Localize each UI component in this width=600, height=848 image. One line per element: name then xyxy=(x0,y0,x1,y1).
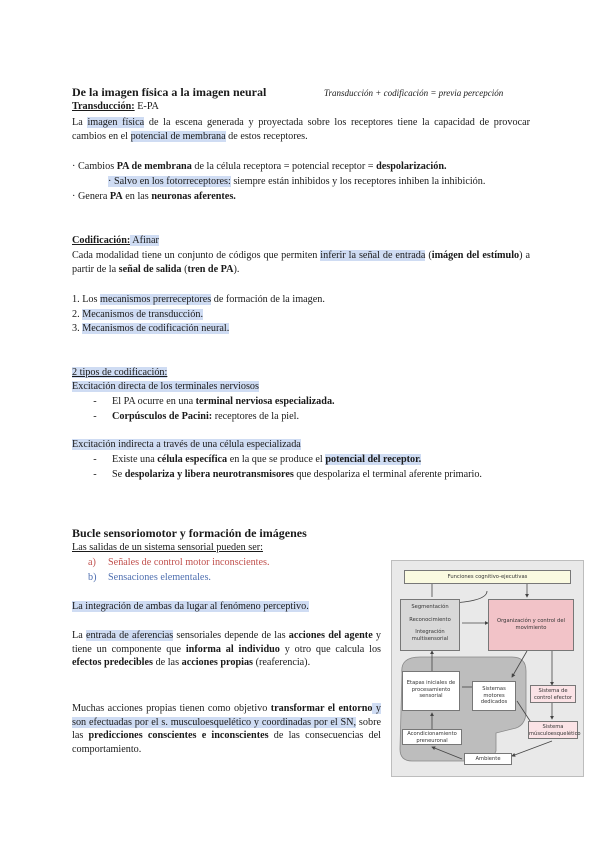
bold-text: predicciones conscientes e inconscientes xyxy=(88,730,269,741)
environment-box: Ambiente xyxy=(464,753,512,765)
motor-systems-box: Sistemas motores dedicados xyxy=(472,681,516,711)
transduction-label: Transducción: xyxy=(72,101,135,112)
text: · Cambios xyxy=(72,161,117,172)
bold-text: señal de salida xyxy=(118,263,182,275)
section3-subtitle xyxy=(72,541,263,555)
text: El PA ocurre en una xyxy=(112,396,196,407)
text: ) a partir de la xyxy=(72,250,530,275)
text: 3. xyxy=(72,323,83,334)
text: Señales de control motor inconscientes. xyxy=(108,557,270,568)
coding-types-title xyxy=(72,366,167,380)
motor-organization-box: Organización y control del movimiento xyxy=(488,599,574,651)
text: (reaferencia). xyxy=(253,657,311,668)
section1-title: De la imagen física a la imagen neural xyxy=(72,85,267,99)
list-item xyxy=(72,308,325,323)
integration-line xyxy=(72,600,309,614)
dash: - xyxy=(93,454,97,465)
bold-text: PA xyxy=(109,191,123,202)
arrow xyxy=(512,741,552,756)
direct-list xyxy=(88,395,335,424)
text: Cada modalidad tiene un conjunto de códigos que permiten xyxy=(72,250,321,261)
text: de las xyxy=(153,657,182,668)
text: Se xyxy=(112,468,125,480)
sensorimotor-diagram xyxy=(391,560,584,777)
coding-line xyxy=(72,234,159,248)
text: Sensaciones elementales. xyxy=(108,571,211,583)
bold-text: célula específica xyxy=(157,454,228,465)
list-item xyxy=(88,410,335,425)
text: de las consecuencias del comportamiento. xyxy=(72,730,381,755)
text: ( xyxy=(181,263,188,275)
text: · Genera xyxy=(72,191,110,202)
bold-text: acciones del agente xyxy=(288,630,373,641)
text: de formación de la imagen. xyxy=(211,294,325,305)
section3-title: Bucle sensoriomotor y formación de imágenes xyxy=(72,526,307,540)
direct-excitation-title xyxy=(72,380,259,394)
segmentation-box xyxy=(400,599,460,651)
bold-text: transformar el entorno xyxy=(270,703,373,714)
text: y tiene un componente que xyxy=(72,630,382,655)
coding-label: Codificación: xyxy=(72,235,131,246)
highlight: imagen física xyxy=(87,117,145,128)
paragraph-physical-image xyxy=(72,116,530,143)
coding-value: Afinar xyxy=(130,235,159,246)
bold-text: despolariza y libera neurotransmisores xyxy=(124,468,294,480)
highlight: Excitación directa de los terminales nerviosos xyxy=(72,381,259,392)
paragraph-coding xyxy=(72,249,530,276)
text: receptores de la piel. xyxy=(212,410,300,422)
highlight: Mecanismos de codificación neural. xyxy=(82,323,230,334)
underlined-text: Las salidas de un sistema sensorial pueden ser: xyxy=(72,542,263,553)
indirect-list xyxy=(88,453,482,482)
bold-text: imágen del estímulo xyxy=(431,250,520,261)
text: Existe una xyxy=(112,454,158,465)
list-item xyxy=(88,468,482,483)
coding-list xyxy=(72,293,325,337)
text: de estos receptores. xyxy=(225,130,308,142)
early-processing-box: Etapas iniciales de procesamiento sensorial xyxy=(402,671,460,711)
indirect-excitation-title xyxy=(72,438,301,452)
highlight: inferir la señal de entrada xyxy=(320,250,426,261)
letter: b) xyxy=(88,571,97,583)
highlight: mecanismos prerreceptores xyxy=(100,294,212,305)
dash: - xyxy=(93,396,97,407)
list-item xyxy=(72,293,325,308)
text: en la que se produce el xyxy=(227,454,326,465)
bullet-membrane xyxy=(72,160,447,174)
preneural-conditioning-box: Acondicionamiento preneuronal xyxy=(402,729,462,745)
highlight: entrada de aferencias xyxy=(85,630,174,641)
bullet-photoreceptors xyxy=(108,175,485,189)
effector-control-box: Sistema de control efector xyxy=(530,685,576,703)
text: Muchas acciones propias tienen como objetivo xyxy=(72,703,271,714)
text: ( xyxy=(425,250,432,261)
transduction-line xyxy=(72,100,159,114)
text: de la célula receptora = potencial receptor = xyxy=(191,161,377,172)
bold-text: informa al individuo xyxy=(185,643,280,655)
exec-functions-box: Funciones cognitivo-ejecutivas xyxy=(404,570,571,584)
text: 2. xyxy=(72,308,83,320)
segmentation-label: Segmentación xyxy=(411,604,449,610)
bold-text: efectos predecibles xyxy=(72,657,154,668)
bullet-pa xyxy=(72,190,236,204)
text: La xyxy=(72,630,86,641)
bold-text: terminal nerviosa especializada. xyxy=(195,396,335,407)
highlight: La integración de ambas da lugar al fenómeno perceptivo. xyxy=(72,601,309,612)
recognition-label: Reconocimiento xyxy=(409,616,451,623)
dash: - xyxy=(93,468,97,480)
bold-text: acciones propias xyxy=(181,657,254,668)
letter: a) xyxy=(88,557,96,568)
section1-header xyxy=(72,86,530,101)
bold-text: Corpúsculos de Pacini: xyxy=(112,410,213,422)
bold-text: neuronas aferentes. xyxy=(151,191,236,202)
text: ). xyxy=(233,263,240,275)
text: en las xyxy=(122,191,152,202)
list-item xyxy=(88,571,270,586)
text: que despolariza el terminal aferente primario. xyxy=(293,468,482,480)
integration-label: Integración multisensorial xyxy=(411,629,449,642)
bold-text: PA de membrana xyxy=(116,161,192,172)
text: y otro que calcula los xyxy=(279,643,382,655)
paragraph-actions xyxy=(72,702,381,756)
text: sobre las xyxy=(72,716,381,741)
text: siempre están inhibidos y los receptores inhiben la inhibición. xyxy=(230,176,486,187)
highlight: Excitación indirecta a través de una célula especializada xyxy=(72,439,301,450)
outputs-list xyxy=(88,556,270,585)
bold-text: potencial del receptor. xyxy=(325,454,422,465)
musculoskeletal-box: Sistema músculoesquelético xyxy=(528,721,578,739)
list-item xyxy=(88,556,270,571)
list-item xyxy=(72,322,325,337)
text: La xyxy=(72,117,88,128)
bold-text: despolarización. xyxy=(376,161,447,172)
highlight: 2 tipos de codificación: xyxy=(72,367,168,378)
text: 1. Los xyxy=(72,294,101,305)
formula-text: Transducción + codificación = previa percepción xyxy=(324,88,504,98)
highlight: potencial de membrana xyxy=(130,130,226,142)
text: sensoriales depende de las xyxy=(173,630,289,641)
list-item xyxy=(88,395,335,410)
highlight: · Salvo en los fotorreceptores: xyxy=(108,176,231,187)
text: de la escena generada y proyectada sobre los receptores tiene la capacidad de provocar cambios en el xyxy=(72,117,531,142)
highlight: Mecanismos de transducción. xyxy=(82,308,203,320)
transduction-value: E-PA xyxy=(134,101,159,112)
paragraph-afferents xyxy=(72,629,381,670)
bold-text: tren de PA xyxy=(187,263,234,275)
list-item xyxy=(88,453,482,468)
highlight: y son efectuadas por el s. musculoesquelético y coordinadas por el SN, xyxy=(72,703,381,728)
dash: - xyxy=(93,410,97,422)
